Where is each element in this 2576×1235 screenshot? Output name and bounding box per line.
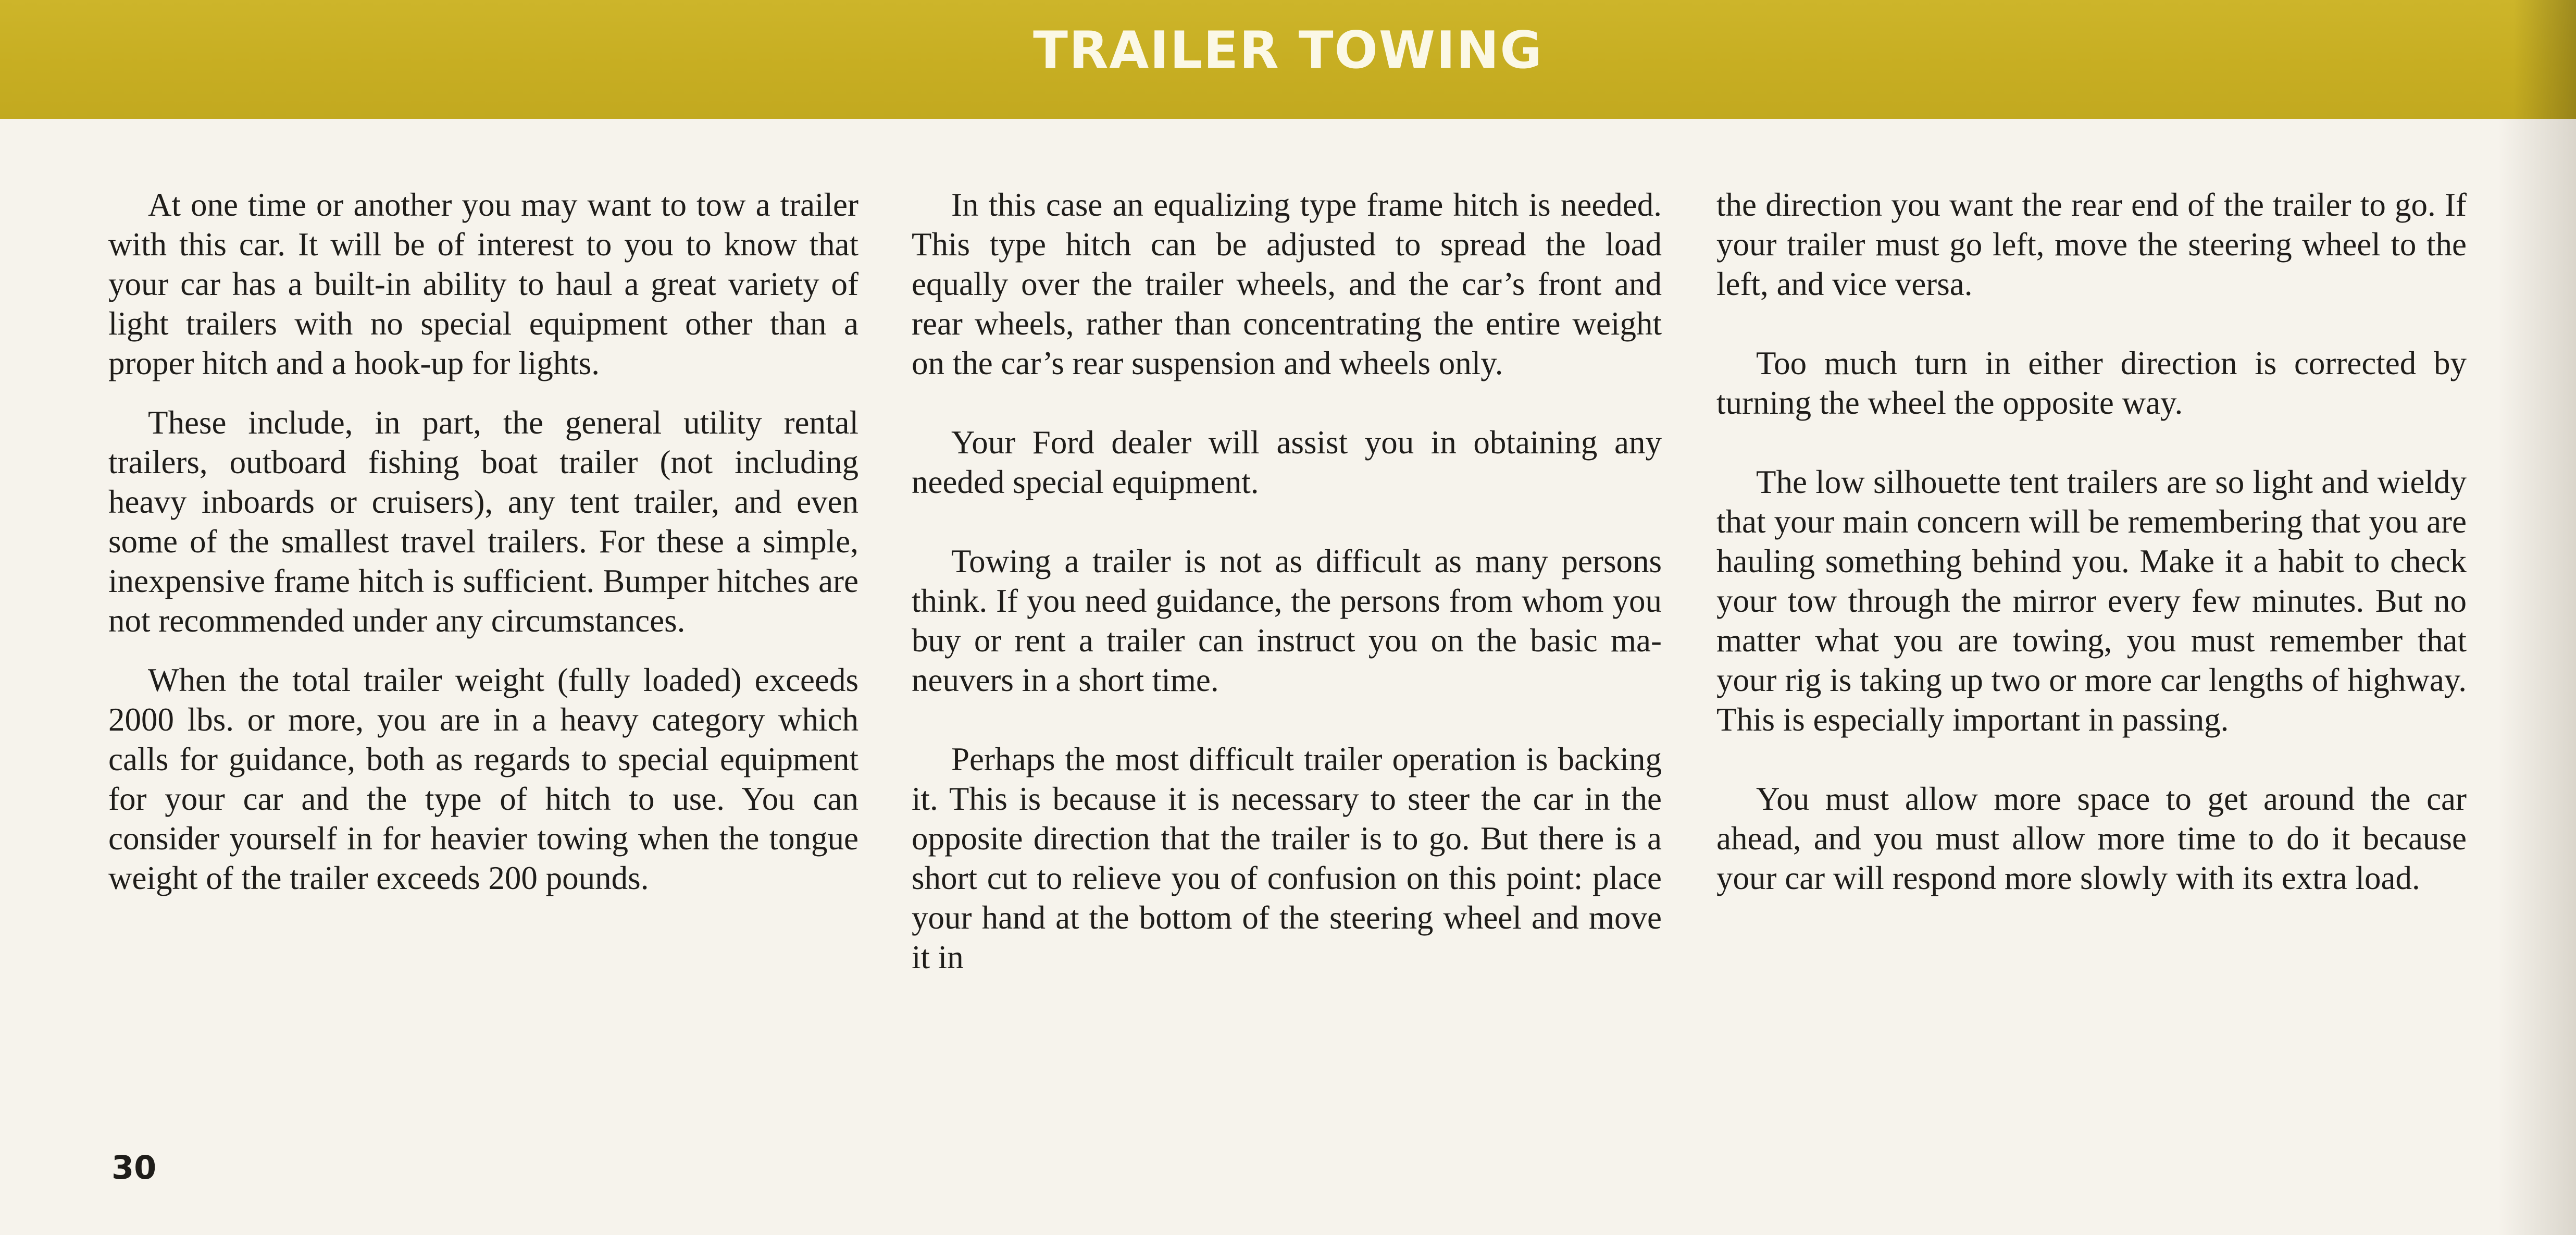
text-column-2 xyxy=(912,185,1662,977)
paragraph: Your Ford dealer will assist you in obtaining any needed special equipment. xyxy=(912,424,1662,500)
header-band xyxy=(0,0,2576,119)
paragraph: At one time or another you may want to tow a trailer with this car. It will be of interest to you to know that your car has a built-in ability to haul a great variety of light trailers with no special equipment other than a proper hitch and a hook-up for lights. xyxy=(108,187,858,381)
binding-shadow xyxy=(2513,0,2576,119)
page-title: TRAILER TOWING xyxy=(1033,21,1543,80)
paragraph: Towing a trailer is not as difficult as many persons think. If you need guidance, the persons from whom you buy or rent a trailer can instruct you on the basic maneuvers in a short time. xyxy=(912,543,1662,698)
paragraph: When the total trailer weight (fully loaded) exceeds 2000 lbs. or more, you are in a heavy category which calls for guidance, both as regards to special equipment for your car and the type of hitch to use. You can consider yourself in for heavier towing when the tongue weight of the trailer exceeds 200 pounds. xyxy=(108,662,858,896)
paragraph: In this case an equalizing type frame hitch is needed. This type hitch can be adjusted to spread the load equally over the trailer wheels, and the car’s front and rear wheels, rather than concentrating the entire weight on the car’s rear suspension and wheels only. xyxy=(912,187,1662,381)
paragraph: The low silhouette tent trailers are so light and wieldy that your main concern will be remembering that you are hauling something behind you. Make it a habit to check your tow through the mirror every few minutes. But no matter what you are towing, you must remember that your rig is taking up two or more car lengths of highway. This is especially important in passing. xyxy=(1716,464,2467,738)
paragraph: You must allow more space to get around the car ahead, and you must allow more time to do it because your car will respond more slowly with its extra load. xyxy=(1716,781,2467,896)
paragraph: Too much turn in either direction is corrected by turning the wheel the opposite way. xyxy=(1716,345,2467,421)
text-column-3 xyxy=(1716,185,2467,898)
paragraph: These include, in part, the general utility rental trailers, outboard fishing boat trailer (not including heavy inboards or cruisers), any tent trailer, and even some of the smallest travel trailers. For these a simple, inexpensive frame hitch is sufficient. Bumper hitches are not recommended under any circumstances. xyxy=(108,404,858,639)
page-number: 30 xyxy=(111,1148,157,1187)
text-column-1 xyxy=(108,185,858,898)
paragraph: Perhaps the most difficult trailer operation is backing it. This is because it is necessary to steer the car in the opposite direction that the trailer is to go. But there is a short cut to relieve you of confusion on this point: place your hand at the bottom of the steering wheel and move it in xyxy=(912,741,1662,975)
page-binding-shadow xyxy=(2498,119,2576,1235)
paragraph-continued: the direction you want the rear end of the trailer to go. If your trailer must go left, move the steering wheel to the left, and vice versa. xyxy=(1716,187,2467,302)
